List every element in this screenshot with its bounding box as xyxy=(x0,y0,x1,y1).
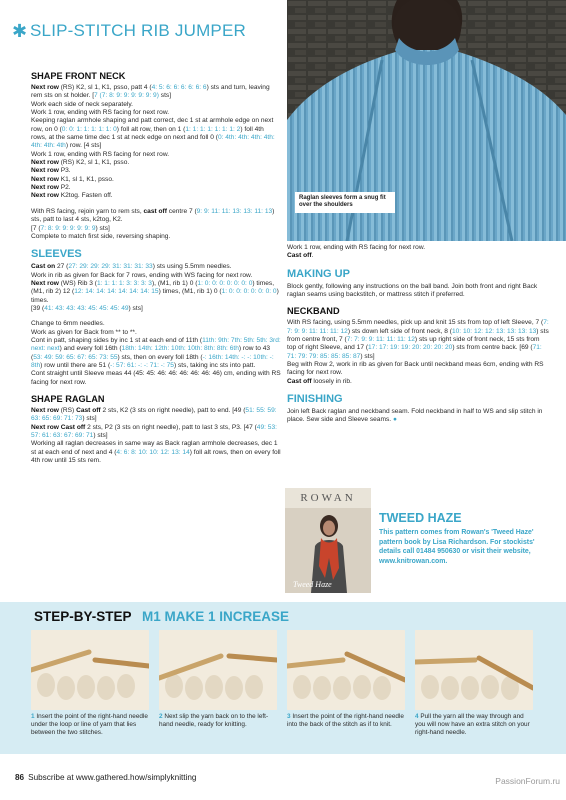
book-cover xyxy=(285,488,371,593)
sleeves-para: Change to 6mm needles. xyxy=(31,320,105,328)
front-neck-row: Next row (RS) K2, sl 1, K1, psso. xyxy=(31,159,130,167)
end-mark-icon: ● xyxy=(392,416,397,424)
sweater-photo xyxy=(287,0,566,241)
neckband-para: Cast off loosely in rib. xyxy=(287,377,352,385)
sleeves-para: Work as given for Back from ** to **. xyxy=(31,328,137,336)
step-3 xyxy=(287,630,405,729)
front-neck-para: With RS facing, rejoin yarn to rem sts, cast off centre 7 (9: 9: 11: 11: 13: 13: 11: 13) sts, patt to last 4 sts, k2tog, K2. xyxy=(31,207,275,224)
tweed-haze-promo xyxy=(285,488,560,593)
front-neck-row: Next row K2tog. Fasten off. xyxy=(31,192,113,200)
knitting-needles-illustration xyxy=(159,630,277,710)
step-text: Pull the yarn all the way through and you will now have an extra stitch on your right-hand needle. xyxy=(415,713,530,737)
front-neck-para: Next row (RS) K2, sl 1, K1, psso, patt 4 (4: 5: 6: 6: 6: 6: 6: 6) sts and turn, leaving rem sts on st holder. [7 (7: 8: 9: 9: 9: 9: 9: 9) sts] xyxy=(31,84,270,100)
front-neck-para: Complete to match first side, reversing shaping. xyxy=(31,232,171,240)
step-number: 2 xyxy=(159,713,163,720)
knitting-needles-illustration xyxy=(415,630,533,710)
step-2 xyxy=(159,630,277,729)
asterisk-icon: ✱ xyxy=(12,21,28,41)
front-neck-row: Next row P2. xyxy=(31,184,71,192)
neckband-heading: NECKBAND xyxy=(287,306,340,317)
sleeves-heading: SLEEVES xyxy=(31,248,82,261)
knitting-needles-illustration xyxy=(287,630,405,710)
step-number: 4 xyxy=(415,713,419,720)
finishing-para: Join left Back raglan and neckband seam. Fold neckband in half to WS and slip stitch in place. Sew side and Sleeve seams. ● xyxy=(287,408,543,424)
step-4-photo xyxy=(415,630,533,710)
cast-off-para: Cast off. xyxy=(287,252,314,260)
front-neck-row: Next row K1, sl 1, K1, psso. xyxy=(31,175,114,183)
step-number: 3 xyxy=(287,713,291,720)
front-neck-para: Keeping raglan armhole shaping and patt correct, dec 1 st at armhole edge on next row, on 0 (0: 0: 1: 1: 1: 1: 1: 0) foll alt row, then on 1 (1: 1: 1: 1: 1: 1: 1: 2) foll 4th rows, at the same time dec 1 st at neck edge on next and foll 0 (0: 4th: 4th: 4th: 4th: 4th: 4th: 4th) row. [4 sts] xyxy=(31,117,275,150)
sleeves-para: Cast on 27 (27: 29: 29: 29: 31: 31: 31: 33) sts using 5.5mm needles. xyxy=(31,263,232,271)
raglan-para: Working all raglan decreases in same way as Back raglan armhole decreases, dec 1 st at each end of next and 4 (4: 6: 8: 10: 10: 12: 13: 14) foll alt rows, then on every foll 4th row until 15 sts rem. xyxy=(31,440,281,465)
step-text: Insert the point of the right-hand needle into the back of the stitch as if to knit. xyxy=(287,713,404,729)
subscribe-text: Subscribe at www.gathered.how/simplyknitting xyxy=(28,773,197,782)
neckband-para: Beg with Row 2, work in rib as given for Back until neckband meas 6cm, ending with RS facing for next row. xyxy=(287,361,544,377)
step-2-photo xyxy=(159,630,277,710)
front-neck-para: Work 1 row, ending with RS facing for next row. xyxy=(31,109,170,117)
step-1-photo xyxy=(31,630,149,710)
sleeves-para: Cont straight until Sleeve meas 44 (45: 45: 46: 46: 46: 46: 46: 46) cm, ending with RS facing for next row. xyxy=(31,370,281,386)
page-footer xyxy=(15,773,197,782)
front-neck-para: [7 (7: 8: 9: 9: 9: 9: 9: 9) sts] xyxy=(31,224,110,232)
step-text: Next slip the yarn back on to the left-hand needle, ready for knitting. xyxy=(159,713,269,729)
making-up-para: Block gently, following any instructions on the ball band. Join both front and right Back raglan seams using backstitch, or mattress stitch if preferred. xyxy=(287,282,538,299)
step-text: Insert the point of the right-hand needle under the loop or line of yarn that lies between the two stitches. xyxy=(31,713,148,737)
step-3-photo xyxy=(287,630,405,710)
book-title: Tweed Haze xyxy=(293,580,332,589)
book-brand: ROWAN xyxy=(300,492,356,504)
neckband-para: With RS facing, using 5.5mm needles, pick up and knit 15 sts from top of left Sleeve, 7 (7: 7: 9: 9: 11: 11: 11: 12) sts down left side of front neck, 8 (10: 10: 12: 12: 13: 13: 13: 13) sts from centre front, 7 (7: 7: 9: 9: 11: 11: 11: 12) sts up right side of front neck, 15 sts from top of right Sleeve, and 17 (17: 17: 19: 19: 20: 20: 20: 20) sts from centre back. [69 (71: 71: 79: 79: 85: 85: 85: 87) sts] xyxy=(287,319,549,360)
sleeves-para: Cont in patt, shaping sides by inc 1 st at each end of 11th (11th: 9th: 7th: 5th: 5th: 3rd: next: next) and every foll 16th (18th: 14th: 12th: 10th: 10th: 8th: 8th: 6th) row to 43 (53: 49: 59: 65: 67: 65: 73: 55) sts, then on every foll 18th (-: 16th: 14th: -: -: 10th: -: 8th) row until there are 51 (-: 57: 61: -: -: 71: -: 75) sts, taking inc sts into patt. xyxy=(31,336,281,369)
raglan-para: Next row (RS) Cast off 2 sts, K2 (3 sts on right needle), patt to end. [49 (51: 55: 59: 63: 65: 69: 71: 73) sts] xyxy=(31,407,277,423)
shape-front-neck-heading: SHAPE FRONT NECK xyxy=(31,71,126,81)
step-by-step-subtitle: M1 MAKE 1 INCREASE xyxy=(142,609,290,624)
finishing-heading: FINISHING xyxy=(287,393,343,406)
tweed-haze-title: TWEED HAZE xyxy=(379,511,462,525)
book-cover-figure xyxy=(285,488,371,593)
photo-caption: Raglan sleeves form a snug fit over the shoulders xyxy=(295,192,395,213)
front-neck-para: Work 1 row, ending with RS facing for next row. xyxy=(31,150,170,158)
sleeves-para: Work in rib as given for Back for 7 rows, ending with WS facing for next row. xyxy=(31,271,253,279)
step-4 xyxy=(415,630,533,737)
tweed-haze-body: This pattern comes from Rowan's 'Tweed Haze' pattern book by Lisa Richardson. For stockists' details call 01484 950630 or visit their website, www.knitrowan.com. xyxy=(379,529,535,565)
left-column xyxy=(31,71,281,465)
sleeves-para: Next row (WS) Rib 3 (1: 1: 1: 1: 3: 3: 3: 3), (M1, rib 1) 0 (1: 0: 0: 0: 0: 0: 0: 0) times, (M1, rib 2) 12 (12: 14: 14: 14: 14: 14: 14: 15) times, (M1, rib 1) 0 (1: 0: 0: 0: 0: 0: 0: 0) times. xyxy=(31,279,279,304)
sleeves-para: [39 (41: 43: 43: 43: 45: 45: 45: 49) sts] xyxy=(31,304,143,312)
right-column xyxy=(287,244,549,432)
making-up-heading: MAKING UP xyxy=(287,267,350,280)
knitting-needles-illustration xyxy=(31,630,149,710)
step-number: 1 xyxy=(31,713,35,720)
page-title: SLIP-STITCH RIB JUMPER xyxy=(30,21,246,40)
finish-row-para: Work 1 row, ending with RS facing for next row. xyxy=(287,244,426,251)
page-number: 86 xyxy=(15,773,25,782)
step-by-step-title: STEP-BY-STEP xyxy=(34,609,132,624)
watermark: PassionForum.ru xyxy=(495,776,560,786)
front-neck-row: Next row P3. xyxy=(31,167,71,175)
raglan-para: Next row Cast off 2 sts, P2 (3 sts on right needle), patt to last 3 sts, P3. [47 (49: 53: 57: 61: 63: 67: 69: 71) sts] xyxy=(31,423,277,440)
shape-raglan-heading: SHAPE RAGLAN xyxy=(31,394,105,404)
step-1 xyxy=(31,630,149,737)
section-header xyxy=(12,20,280,42)
front-neck-para: Work each side of neck separately. xyxy=(31,100,134,108)
